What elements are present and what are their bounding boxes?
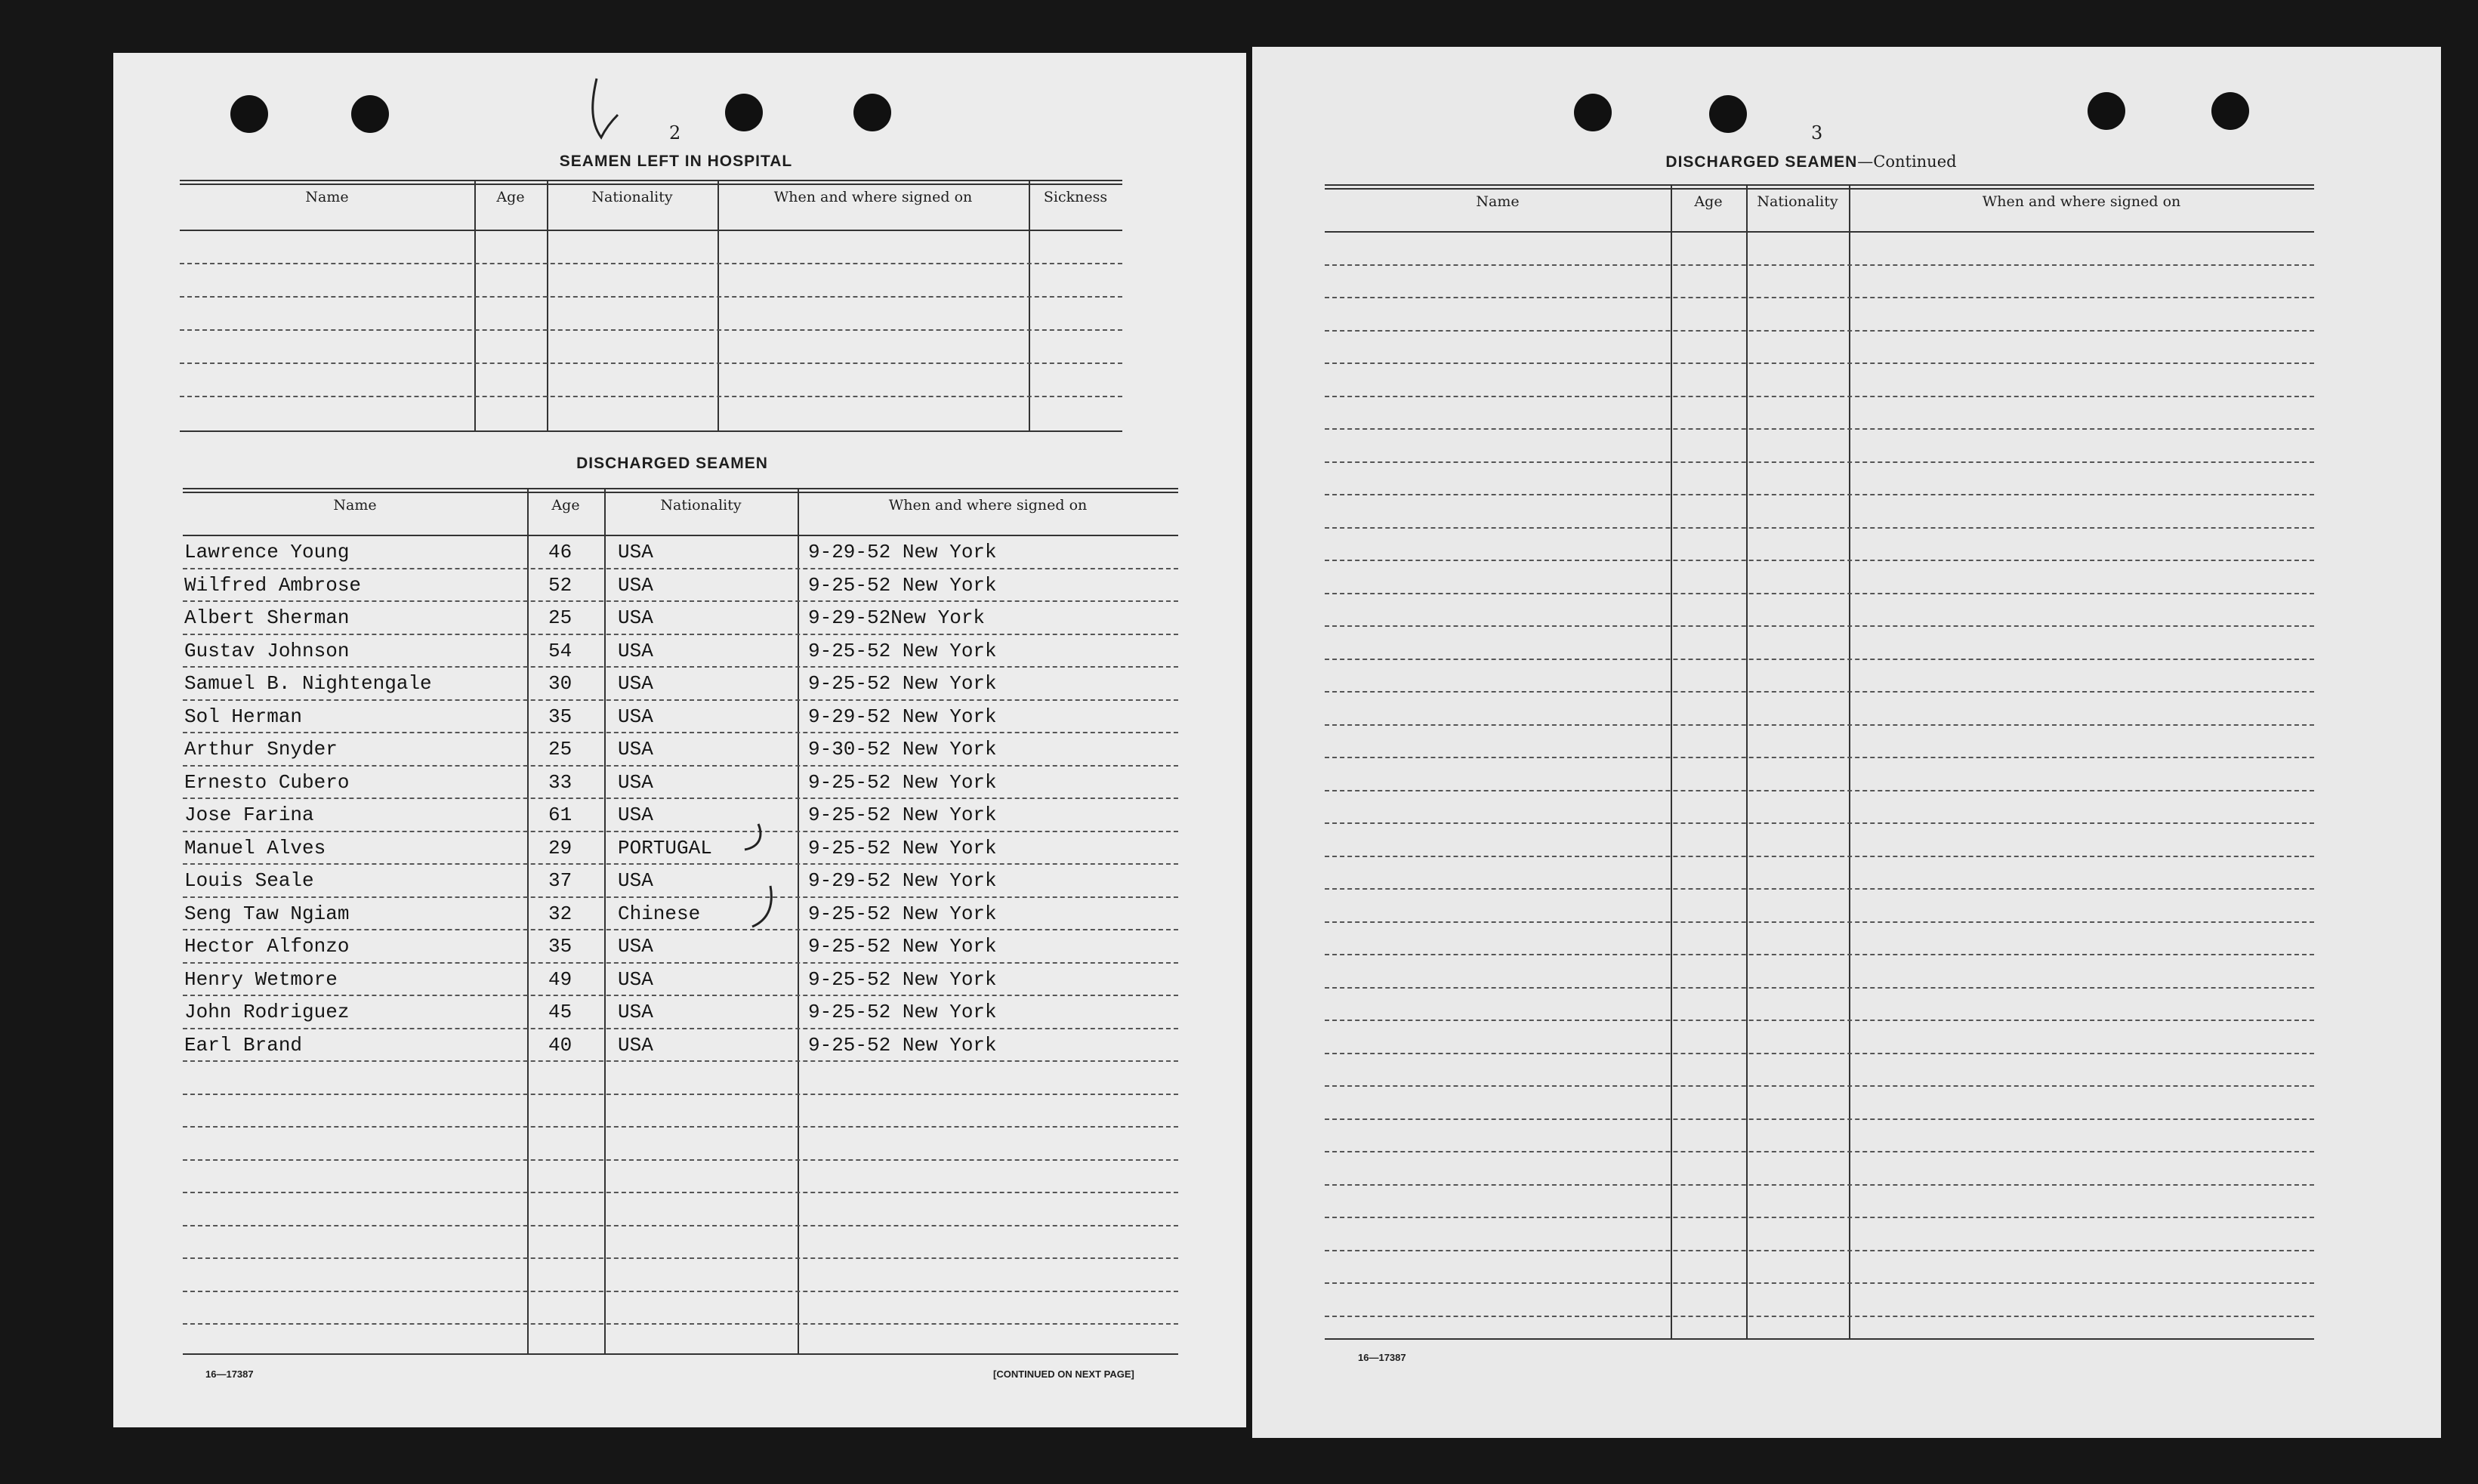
row-nationality: USA (618, 804, 653, 826)
row-line (1325, 297, 2314, 298)
column-header: Nationality (591, 189, 673, 205)
row-line (1325, 1316, 2314, 1317)
ink-tick-marks (740, 819, 785, 948)
row-line (1325, 724, 2314, 726)
row-age: 35 (548, 935, 572, 958)
row-line (183, 634, 1178, 635)
row-line (1325, 593, 2314, 594)
row-name: Samuel B. Nightengale (184, 672, 432, 695)
row-name: Hector Alfonzo (184, 935, 350, 958)
binder-hole (2211, 92, 2249, 130)
row-line (183, 666, 1178, 668)
bottom-rule (183, 1353, 1178, 1355)
row-name: Seng Taw Ngiam (184, 902, 350, 925)
row-nationality: USA (618, 935, 653, 958)
row-age: 30 (548, 672, 572, 695)
row-line (183, 1192, 1178, 1193)
row-age: 37 (548, 869, 572, 892)
column-divider (1746, 184, 1748, 1338)
row-name: Ernesto Cubero (184, 770, 350, 794)
row-line (1325, 625, 2314, 627)
row-name: Jose Farina (184, 804, 314, 826)
row-line (183, 1323, 1178, 1325)
row-signed: 9-25-52 New York (808, 672, 997, 695)
binder-hole (1574, 94, 1612, 131)
column-header: When and where signed on (888, 497, 1088, 514)
row-age: 29 (548, 836, 572, 859)
binder-hole (853, 94, 891, 131)
row-line (1325, 1151, 2314, 1152)
column-divider (1849, 184, 1850, 1338)
row-nationality: USA (618, 639, 653, 662)
column-divider (1671, 184, 1672, 1338)
row-age: 25 (548, 606, 572, 629)
column-header: When and where signed on (773, 189, 973, 205)
row-age: 33 (548, 770, 572, 794)
binder-hole (351, 95, 389, 133)
row-line (183, 600, 1178, 602)
column-header: Nationality (660, 497, 742, 514)
row-line (1325, 822, 2314, 824)
row-line (1325, 659, 2314, 660)
column-divider (474, 180, 476, 430)
top-rule-double (180, 184, 1122, 185)
row-name: Gustav Johnson (184, 639, 350, 662)
row-age: 40 (548, 1033, 572, 1057)
row-nationality: USA (618, 738, 653, 761)
row-signed: 9-25-52 New York (808, 639, 997, 662)
column-header: Age (551, 497, 580, 514)
row-line (1325, 790, 2314, 791)
row-line (180, 329, 1122, 331)
row-name: Lawrence Young (184, 541, 350, 563)
row-line (1325, 1184, 2314, 1186)
row-signed: 9-25-52 New York (808, 967, 997, 991)
page-number: 2 (669, 122, 681, 143)
row-line (1325, 461, 2314, 463)
binder-hole (1709, 95, 1747, 133)
column-divider (1029, 180, 1030, 430)
row-nationality: USA (618, 606, 653, 629)
column-header: Nationality (1757, 193, 1838, 210)
column-header: Sickness (1043, 189, 1108, 205)
row-signed: 9-25-52 New York (808, 804, 997, 826)
row-name: John Rodriguez (184, 1001, 350, 1023)
row-line (1325, 691, 2314, 693)
row-name: Sol Herman (184, 705, 303, 728)
row-nationality: USA (618, 1033, 653, 1057)
row-age: 35 (548, 705, 572, 728)
title-main: DISCHARGED SEAMEN (1665, 153, 1858, 171)
row-line (183, 995, 1178, 996)
row-line (180, 363, 1122, 364)
row-line (1325, 921, 2314, 923)
row-signed: 9-29-52 New York (808, 705, 997, 728)
row-line (1325, 1085, 2314, 1087)
column-divider (604, 488, 606, 1353)
row-line (1325, 1053, 2314, 1054)
row-age: 46 (548, 541, 572, 563)
row-nationality: USA (618, 967, 653, 991)
row-line (183, 831, 1178, 832)
header-rule (1325, 231, 2314, 233)
row-signed: 9-25-52 New York (808, 836, 997, 859)
page-number: 3 (1811, 122, 1823, 143)
top-rule-double (183, 492, 1178, 493)
row-name: Arthur Snyder (184, 738, 338, 761)
header-rule (180, 230, 1122, 231)
row-line (1325, 757, 2314, 758)
row-line (183, 1159, 1178, 1161)
column-header: Name (333, 497, 377, 514)
row-name: Albert Sherman (184, 606, 350, 629)
row-line (183, 765, 1178, 767)
row-line (183, 1291, 1178, 1292)
column-header: When and where signed on (1982, 193, 2181, 210)
form-number: 16—17387 (1358, 1352, 1406, 1363)
row-signed: 9-25-52 New York (808, 935, 997, 958)
row-line (1325, 396, 2314, 397)
column-divider (547, 180, 548, 430)
row-line (183, 1257, 1178, 1259)
hospital-section-title: SEAMEN LEFT IN HOSPITAL (559, 153, 793, 170)
row-age: 45 (548, 1001, 572, 1023)
row-line (1325, 888, 2314, 890)
column-header: Name (305, 189, 349, 205)
row-signed: 9-29-52 New York (808, 869, 997, 892)
pencil-check-mark (576, 76, 621, 143)
row-line (180, 396, 1122, 397)
page-left (113, 53, 1246, 1427)
bottom-rule (180, 430, 1122, 432)
row-line (1325, 1282, 2314, 1284)
row-line (1325, 494, 2314, 495)
row-line (183, 798, 1178, 799)
row-line (183, 1225, 1178, 1226)
row-line (1325, 363, 2314, 364)
row-nationality: USA (618, 705, 653, 728)
column-divider (527, 488, 529, 1353)
row-nationality: USA (618, 573, 653, 597)
column-header: Age (496, 189, 525, 205)
row-line (1325, 856, 2314, 857)
row-name: Wilfred Ambrose (184, 573, 362, 597)
row-age: 52 (548, 573, 572, 597)
row-age: 49 (548, 967, 572, 991)
row-line (1325, 330, 2314, 332)
row-line (180, 296, 1122, 298)
form-number: 16—17387 (205, 1368, 254, 1380)
column-header: Name (1476, 193, 1520, 210)
row-nationality: Chinese (618, 902, 701, 925)
row-line (1325, 987, 2314, 989)
row-signed: 9-30-52 New York (808, 738, 997, 761)
row-line (183, 699, 1178, 701)
page-right (1252, 47, 2441, 1438)
row-nationality: PORTUGAL (618, 836, 712, 859)
row-line (1325, 954, 2314, 955)
header-rule (183, 535, 1178, 536)
row-nationality: USA (618, 1001, 653, 1023)
row-line (1325, 1250, 2314, 1251)
row-signed: 9-29-52New York (808, 606, 986, 629)
row-signed: 9-25-52 New York (808, 770, 997, 794)
row-nationality: USA (618, 672, 653, 695)
continued-note: [CONTINUED ON NEXT PAGE] (993, 1368, 1134, 1380)
row-line (1325, 1217, 2314, 1218)
column-header: Age (1694, 193, 1723, 210)
top-rule (183, 488, 1178, 489)
row-name: Henry Wetmore (184, 967, 338, 991)
row-line (183, 962, 1178, 964)
row-line (1325, 264, 2314, 266)
bottom-rule (1325, 1338, 2314, 1340)
row-line (1325, 560, 2314, 561)
row-line (183, 1094, 1178, 1095)
row-line (183, 732, 1178, 733)
row-name: Earl Brand (184, 1033, 303, 1057)
column-divider (798, 488, 799, 1353)
row-nationality: USA (618, 541, 653, 563)
row-signed: 9-25-52 New York (808, 902, 997, 925)
row-line (183, 568, 1178, 569)
row-name: Louis Seale (184, 869, 314, 892)
column-divider (717, 180, 719, 430)
row-age: 25 (548, 738, 572, 761)
row-signed: 9-29-52 New York (808, 541, 997, 563)
row-age: 61 (548, 804, 572, 826)
row-line (180, 263, 1122, 264)
row-line (183, 1126, 1178, 1128)
binder-hole (2088, 92, 2125, 130)
row-nationality: USA (618, 869, 653, 892)
binder-hole (725, 94, 763, 131)
top-rule (1325, 184, 2314, 186)
row-age: 32 (548, 902, 572, 925)
row-line (1325, 1118, 2314, 1120)
row-line (183, 1028, 1178, 1029)
row-line (183, 863, 1178, 865)
row-line (183, 929, 1178, 930)
row-nationality: USA (618, 770, 653, 794)
top-rule (180, 180, 1122, 181)
row-line (183, 1060, 1178, 1062)
row-age: 54 (548, 639, 572, 662)
binder-hole (230, 95, 268, 133)
row-name: Manuel Alves (184, 836, 326, 859)
row-signed: 9-25-52 New York (808, 1001, 997, 1023)
row-signed: 9-25-52 New York (808, 1033, 997, 1057)
row-line (183, 896, 1178, 898)
row-line (1325, 527, 2314, 529)
row-line (1325, 1020, 2314, 1021)
top-rule-double (1325, 188, 2314, 190)
row-signed: 9-25-52 New York (808, 573, 997, 597)
discharged-continued-title (1509, 153, 2113, 171)
title-suffix: —Continued (1857, 153, 1957, 171)
row-line (1325, 428, 2314, 430)
discharged-section-title: DISCHARGED SEAMEN (576, 455, 768, 472)
